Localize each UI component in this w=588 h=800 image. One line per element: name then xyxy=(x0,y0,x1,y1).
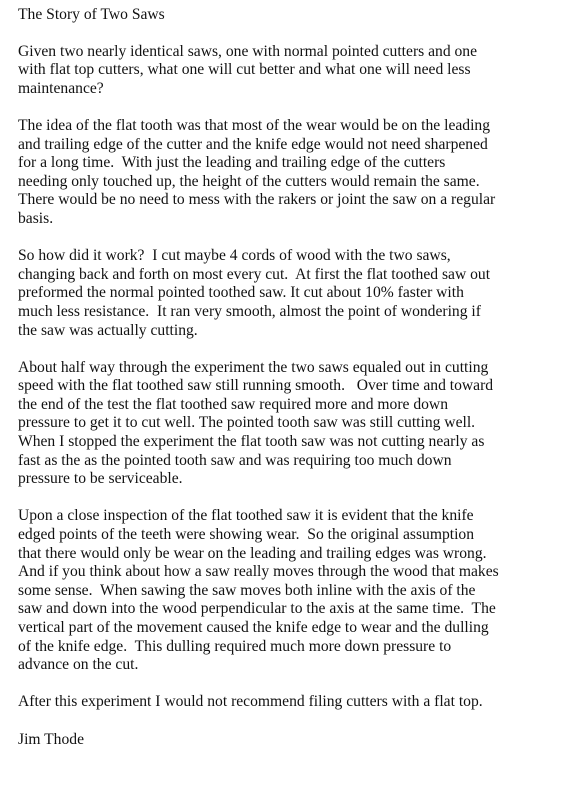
paragraph-line: preformed the normal pointed toothed saw. It cut about 10% faster with xyxy=(18,284,464,302)
paragraph-line: of the knife edge. This dulling required much more down pressure to xyxy=(18,637,452,655)
paragraph-line: maintenance? xyxy=(18,79,104,97)
paragraph xyxy=(18,359,574,489)
paragraph-line: Upon a close inspection of the flat toothed saw it is evident that the knife xyxy=(18,507,474,525)
paragraph-line: vertical part of the movement caused the knife edge to wear and the dulling xyxy=(18,619,489,636)
paragraph-line: advance on the cut. xyxy=(18,656,139,674)
paragraph-line: changing back and forth on most every cut. At first the flat toothed saw out xyxy=(18,265,491,283)
paragraph-line: some sense. When sawing the saw moves both inline with the axis of the xyxy=(18,581,476,599)
paragraph-line: And if you think about how a saw really moves through the wood that makes xyxy=(18,563,499,581)
paragraph-line: needing only touched up, the height of the cutters would remain the same. xyxy=(18,172,480,190)
paragraph-line: pressure to be serviceable. xyxy=(18,470,183,488)
paragraph-line: edged points of the teeth were showing wear. So the original assumption xyxy=(18,526,475,544)
paragraph-line: basis. xyxy=(18,209,54,227)
paragraph-line: speed with the flat toothed saw still running smooth. Over time and toward xyxy=(18,377,494,395)
paragraph-line: fast as the as the pointed tooth saw and was requiring too much down xyxy=(18,451,452,469)
paragraph xyxy=(18,117,574,229)
paragraph-line: and trailing edge of the cutter and the knife edge would not need sharpened xyxy=(18,135,488,153)
document-title: The Story of Two Saws xyxy=(18,6,165,23)
paragraph-line: with flat top cutters, what one will cut better and what one will need less xyxy=(18,61,471,79)
paragraph-line: saw and down into the wood perpendicular to the axis at the same time. The xyxy=(18,600,496,618)
paragraph-line: that there would only be wear on the leading and trailing edges was wrong. xyxy=(18,544,487,562)
paragraph xyxy=(18,693,574,712)
paragraph xyxy=(18,507,574,674)
paragraph-line: There would be no need to mess with the rakers or joint the saw on a regular xyxy=(18,191,496,209)
document-page xyxy=(18,6,574,749)
paragraph xyxy=(18,247,574,340)
paragraph-line: the end of the test the flat toothed saw required more and more down xyxy=(18,395,448,413)
paragraph-line: When I stopped the experiment the flat tooth saw was not cutting nearly as xyxy=(18,433,485,451)
paragraph-line: So how did it work? I cut maybe 4 cords of wood with the two saws, xyxy=(18,247,451,265)
paragraph-line: pressure to get it to cut well. The pointed tooth saw was still cutting well. xyxy=(18,414,476,432)
author-signature: Jim Thode xyxy=(18,730,84,748)
document-body xyxy=(18,43,574,712)
paragraph-line: the saw was actually cutting. xyxy=(18,321,198,339)
paragraph-line: for a long time. With just the leading and trailing edge of the cutters xyxy=(18,154,446,172)
paragraph-line: much less resistance. It ran very smooth, almost the point of wondering if xyxy=(18,302,481,320)
paragraph-line: About half way through the experiment the two saws equaled out in cutting xyxy=(18,358,489,376)
paragraph-line: Given two nearly identical saws, one with normal pointed cutters and one xyxy=(18,42,478,60)
paragraph-line: After this experiment I would not recommend filing cutters with a flat top. xyxy=(18,693,483,711)
paragraph xyxy=(18,43,574,99)
paragraph-line: The idea of the flat tooth was that most of the wear would be on the leading xyxy=(18,116,491,134)
